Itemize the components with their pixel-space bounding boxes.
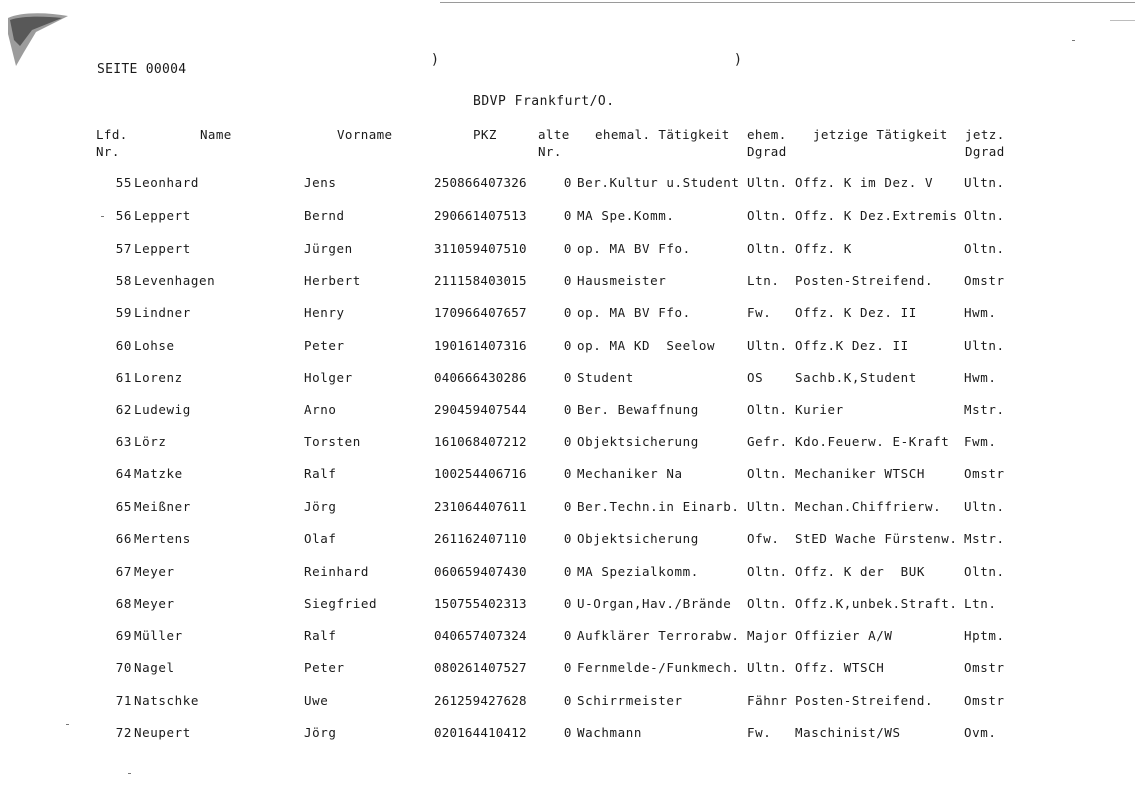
row-ehem-taetigkeit: op. MA KD Seelow: [577, 338, 716, 353]
row-jetzige-taetigkeit: Offz.K,unbek.Straft.: [795, 596, 958, 611]
row-alte-nr: 0: [563, 628, 572, 643]
row-lfd-nr: 57: [115, 241, 132, 256]
row-pkz: 080261407527: [434, 660, 527, 675]
row-pkz: 261259427628: [434, 693, 527, 708]
row-name: Levenhagen: [134, 273, 216, 288]
row-alte-nr: 0: [563, 466, 572, 481]
row-ehem-taetigkeit: Schirrmeister: [577, 693, 683, 708]
row-ehem-taetigkeit: U-Organ,Hav./Brände: [577, 596, 732, 611]
row-alte-nr: 0: [563, 725, 572, 740]
row-ehem-taetigkeit: Objektsicherung: [577, 531, 699, 546]
row-jetz-dgrad: Ovm.: [964, 725, 997, 740]
row-jetz-dgrad: Ltn.: [964, 596, 997, 611]
row-ehem-dgrad: Ultn.: [747, 338, 788, 353]
row-pkz: 040666430286: [434, 370, 527, 385]
document-title: BDVP Frankfurt/O.: [473, 94, 615, 109]
row-jetzige-taetigkeit: Offz.K Dez. II: [795, 338, 909, 353]
row-lfd-nr: 68: [115, 596, 132, 611]
row-pkz: 040657407324: [434, 628, 527, 643]
row-name: Meyer: [134, 564, 175, 579]
row-alte-nr: 0: [563, 370, 572, 385]
row-jetz-dgrad: Oltn.: [964, 564, 1005, 579]
row-ehem-dgrad: Fw.: [747, 725, 772, 740]
table-row: [0, 693, 1135, 713]
column-header-lfd-nr: Lfd. Nr.: [96, 127, 128, 159]
row-jetz-dgrad: Mstr.: [964, 531, 1005, 546]
row-name: Nagel: [134, 660, 175, 675]
row-jetzige-taetigkeit: Kdo.Feuerw. E-Kraft: [795, 434, 950, 449]
row-jetzige-taetigkeit: Mechan.Chiffrierw.: [795, 499, 942, 514]
row-pkz: 170966407657: [434, 305, 527, 320]
table-row: [0, 175, 1135, 195]
column-header-jetz-dgrad: jetz. Dgrad: [965, 127, 1005, 159]
row-vorname: Reinhard: [304, 564, 370, 579]
row-pkz: 290459407544: [434, 402, 527, 417]
row-jetz-dgrad: Ultn.: [964, 499, 1005, 514]
row-vorname: Peter: [304, 660, 345, 675]
row-jetz-dgrad: Ultn.: [964, 338, 1005, 353]
row-ehem-dgrad: Ltn.: [747, 273, 780, 288]
row-lfd-nr: 58: [115, 273, 132, 288]
row-ehem-taetigkeit: Ber.Techn.in Einarb.: [577, 499, 740, 514]
row-pkz: 211158403015: [434, 273, 527, 288]
table-row: [0, 725, 1135, 745]
row-vorname: Henry: [304, 305, 345, 320]
row-ehem-taetigkeit: MA Spe.Komm.: [577, 208, 675, 223]
table-row: [0, 305, 1135, 325]
row-lfd-nr: 67: [115, 564, 132, 579]
row-name: Ludewig: [134, 402, 191, 417]
table-row: [0, 564, 1135, 584]
row-ehem-dgrad: Oltn.: [747, 208, 788, 223]
row-ehem-dgrad: OS: [747, 370, 764, 385]
row-ehem-dgrad: Ultn.: [747, 660, 788, 675]
row-lfd-nr: 70: [115, 660, 132, 675]
row-lfd-nr: 60: [115, 338, 132, 353]
row-jetzige-taetigkeit: Posten-Streifend.: [795, 273, 934, 288]
table-row: [0, 273, 1135, 293]
row-vorname: Jürgen: [304, 241, 353, 256]
row-ehem-dgrad: Fw.: [747, 305, 772, 320]
row-jetzige-taetigkeit: Offz. K im Dez. V: [795, 175, 934, 190]
row-pkz: 190161407316: [434, 338, 527, 353]
row-alte-nr: 0: [563, 402, 572, 417]
row-vorname: Torsten: [304, 434, 361, 449]
row-jetzige-taetigkeit: Mechaniker WTSCH: [795, 466, 926, 481]
row-ehem-taetigkeit: Objektsicherung: [577, 434, 699, 449]
row-alte-nr: 0: [563, 273, 572, 288]
row-ehem-dgrad: Ultn.: [747, 499, 788, 514]
top-scan-edge: [440, 2, 1135, 3]
row-pkz: 161068407212: [434, 434, 527, 449]
row-ehem-taetigkeit: op. MA BV Ffo.: [577, 241, 691, 256]
row-ehem-taetigkeit: Fernmelde-/Funkmech.: [577, 660, 740, 675]
row-ehem-taetigkeit: Ber. Bewaffnung: [577, 402, 699, 417]
row-alte-nr: 0: [563, 175, 572, 190]
row-pkz: 100254406716: [434, 466, 527, 481]
row-alte-nr: 0: [563, 434, 572, 449]
row-ehem-dgrad: Fähnr: [747, 693, 788, 708]
row-jetzige-taetigkeit: Posten-Streifend.: [795, 693, 934, 708]
row-lfd-nr: 56: [115, 208, 132, 223]
row-name: Leppert: [134, 208, 191, 223]
column-header-pkz: PKZ: [473, 127, 497, 142]
row-pkz: 060659407430: [434, 564, 527, 579]
row-jetz-dgrad: Omstr: [964, 466, 1005, 481]
row-ehem-dgrad: Oltn.: [747, 466, 788, 481]
column-header-vorname: Vorname: [337, 127, 393, 142]
row-pkz: 250866407326: [434, 175, 527, 190]
row-ehem-dgrad: Gefr.: [747, 434, 788, 449]
row-lfd-nr: 59: [115, 305, 132, 320]
row-vorname: Olaf: [304, 531, 337, 546]
row-alte-nr: 0: [563, 660, 572, 675]
row-name: Lörz: [134, 434, 167, 449]
row-jetz-dgrad: Oltn.: [964, 208, 1005, 223]
row-ehem-taetigkeit: op. MA BV Ffo.: [577, 305, 691, 320]
row-name: Leppert: [134, 241, 191, 256]
row-name: Meyer: [134, 596, 175, 611]
row-name: Lorenz: [134, 370, 183, 385]
row-pkz: 261162407110: [434, 531, 527, 546]
row-ehem-taetigkeit: Wachmann: [577, 725, 643, 740]
row-jetzige-taetigkeit: Offizier A/W: [795, 628, 893, 643]
row-name: Matzke: [134, 466, 183, 481]
row-vorname: Jens: [304, 175, 337, 190]
scan-speck: [1072, 40, 1075, 41]
row-name: Neupert: [134, 725, 191, 740]
row-ehem-dgrad: Ultn.: [747, 175, 788, 190]
row-ehem-dgrad: Major: [747, 628, 788, 643]
row-jetz-dgrad: Hwm.: [964, 305, 997, 320]
row-vorname: Ralf: [304, 628, 337, 643]
row-name: Müller: [134, 628, 183, 643]
row-alte-nr: 0: [563, 338, 572, 353]
row-jetzige-taetigkeit: Offz. K der BUK: [795, 564, 926, 579]
row-alte-nr: 0: [563, 531, 572, 546]
column-header-alte-nr: alte Nr.: [538, 127, 570, 159]
row-jetzige-taetigkeit: StED Wache Fürstenw.: [795, 531, 958, 546]
row-lfd-nr: 71: [115, 693, 132, 708]
row-ehem-taetigkeit: Student: [577, 370, 634, 385]
row-ehem-taetigkeit: MA Spezialkomm.: [577, 564, 699, 579]
row-vorname: Arno: [304, 402, 337, 417]
row-name: Leonhard: [134, 175, 200, 190]
row-name: Natschke: [134, 693, 200, 708]
row-alte-nr: 0: [563, 208, 572, 223]
punch-mark-right: ): [735, 52, 741, 68]
table-row: [0, 434, 1135, 454]
row-lfd-nr: 63: [115, 434, 132, 449]
scan-speck: [101, 216, 104, 217]
table-row: [0, 499, 1135, 519]
row-jetz-dgrad: Ultn.: [964, 175, 1005, 190]
row-vorname: Jörg: [304, 725, 337, 740]
row-alte-nr: 0: [563, 564, 572, 579]
row-lfd-nr: 69: [115, 628, 132, 643]
row-pkz: 150755402313: [434, 596, 527, 611]
row-jetzige-taetigkeit: Offz. K Dez.Extremis: [795, 208, 958, 223]
row-vorname: Jörg: [304, 499, 337, 514]
row-lfd-nr: 72: [115, 725, 132, 740]
row-name: Lohse: [134, 338, 175, 353]
row-pkz: 311059407510: [434, 241, 527, 256]
row-jetz-dgrad: Omstr: [964, 660, 1005, 675]
row-alte-nr: 0: [563, 596, 572, 611]
row-ehem-dgrad: Oltn.: [747, 564, 788, 579]
column-header-ehem-taetigkeit: ehemal. Tätigkeit: [595, 127, 730, 142]
table-row: [0, 660, 1135, 680]
scan-mark: [1110, 20, 1135, 21]
row-ehem-taetigkeit: Hausmeister: [577, 273, 667, 288]
row-vorname: Uwe: [304, 693, 329, 708]
corner-smudge-mark: [6, 10, 70, 68]
table-row: [0, 338, 1135, 358]
row-name: Meißner: [134, 499, 191, 514]
row-lfd-nr: 61: [115, 370, 132, 385]
page-number-label: SEITE 00004: [97, 62, 187, 77]
row-jetzige-taetigkeit: Offz. K: [795, 241, 852, 256]
scan-speck: [128, 773, 131, 774]
column-header-jetzige-taetigkeit: jetzige Tätigkeit: [813, 127, 948, 142]
row-vorname: Peter: [304, 338, 345, 353]
table-row: [0, 370, 1135, 390]
row-lfd-nr: 64: [115, 466, 132, 481]
row-pkz: 290661407513: [434, 208, 527, 223]
table-row: [0, 628, 1135, 648]
row-jetzige-taetigkeit: Sachb.K,Student: [795, 370, 917, 385]
row-jetz-dgrad: Omstr: [964, 273, 1005, 288]
row-jetz-dgrad: Fwm.: [964, 434, 997, 449]
row-ehem-taetigkeit: Aufklärer Terrorabw.: [577, 628, 740, 643]
row-lfd-nr: 66: [115, 531, 132, 546]
row-alte-nr: 0: [563, 499, 572, 514]
row-ehem-dgrad: Oltn.: [747, 241, 788, 256]
table-row: [0, 402, 1135, 422]
row-vorname: Herbert: [304, 273, 361, 288]
row-pkz: 231064407611: [434, 499, 527, 514]
row-jetz-dgrad: Mstr.: [964, 402, 1005, 417]
table-row: [0, 531, 1135, 551]
table-row: [0, 208, 1135, 228]
row-ehem-dgrad: Ofw.: [747, 531, 780, 546]
column-header-ehem-dgrad: ehem. Dgrad: [747, 127, 787, 159]
table-row: [0, 241, 1135, 261]
row-vorname: Siegfried: [304, 596, 378, 611]
row-ehem-dgrad: Oltn.: [747, 596, 788, 611]
scan-speck: [66, 724, 69, 725]
row-alte-nr: 0: [563, 693, 572, 708]
row-jetzige-taetigkeit: Offz. K Dez. II: [795, 305, 917, 320]
table-row: [0, 596, 1135, 616]
row-jetzige-taetigkeit: Kurier: [795, 402, 844, 417]
row-lfd-nr: 62: [115, 402, 132, 417]
row-ehem-dgrad: Oltn.: [747, 402, 788, 417]
row-ehem-taetigkeit: Ber.Kultur u.Student: [577, 175, 740, 190]
table-row: [0, 466, 1135, 486]
row-jetz-dgrad: Hwm.: [964, 370, 997, 385]
row-alte-nr: 0: [563, 305, 572, 320]
row-alte-nr: 0: [563, 241, 572, 256]
row-vorname: Ralf: [304, 466, 337, 481]
row-ehem-taetigkeit: Mechaniker Na: [577, 466, 683, 481]
row-pkz: 020164410412: [434, 725, 527, 740]
row-name: Mertens: [134, 531, 191, 546]
row-jetzige-taetigkeit: Offz. WTSCH: [795, 660, 885, 675]
column-header-name: Name: [200, 127, 232, 142]
row-name: Lindner: [134, 305, 191, 320]
row-vorname: Bernd: [304, 208, 345, 223]
punch-mark-left: ): [432, 52, 438, 68]
row-lfd-nr: 65: [115, 499, 132, 514]
row-lfd-nr: 55: [115, 175, 132, 190]
row-jetz-dgrad: Hptm.: [964, 628, 1005, 643]
row-jetz-dgrad: Omstr: [964, 693, 1005, 708]
row-vorname: Holger: [304, 370, 353, 385]
row-jetz-dgrad: Oltn.: [964, 241, 1005, 256]
row-jetzige-taetigkeit: Maschinist/WS: [795, 725, 901, 740]
